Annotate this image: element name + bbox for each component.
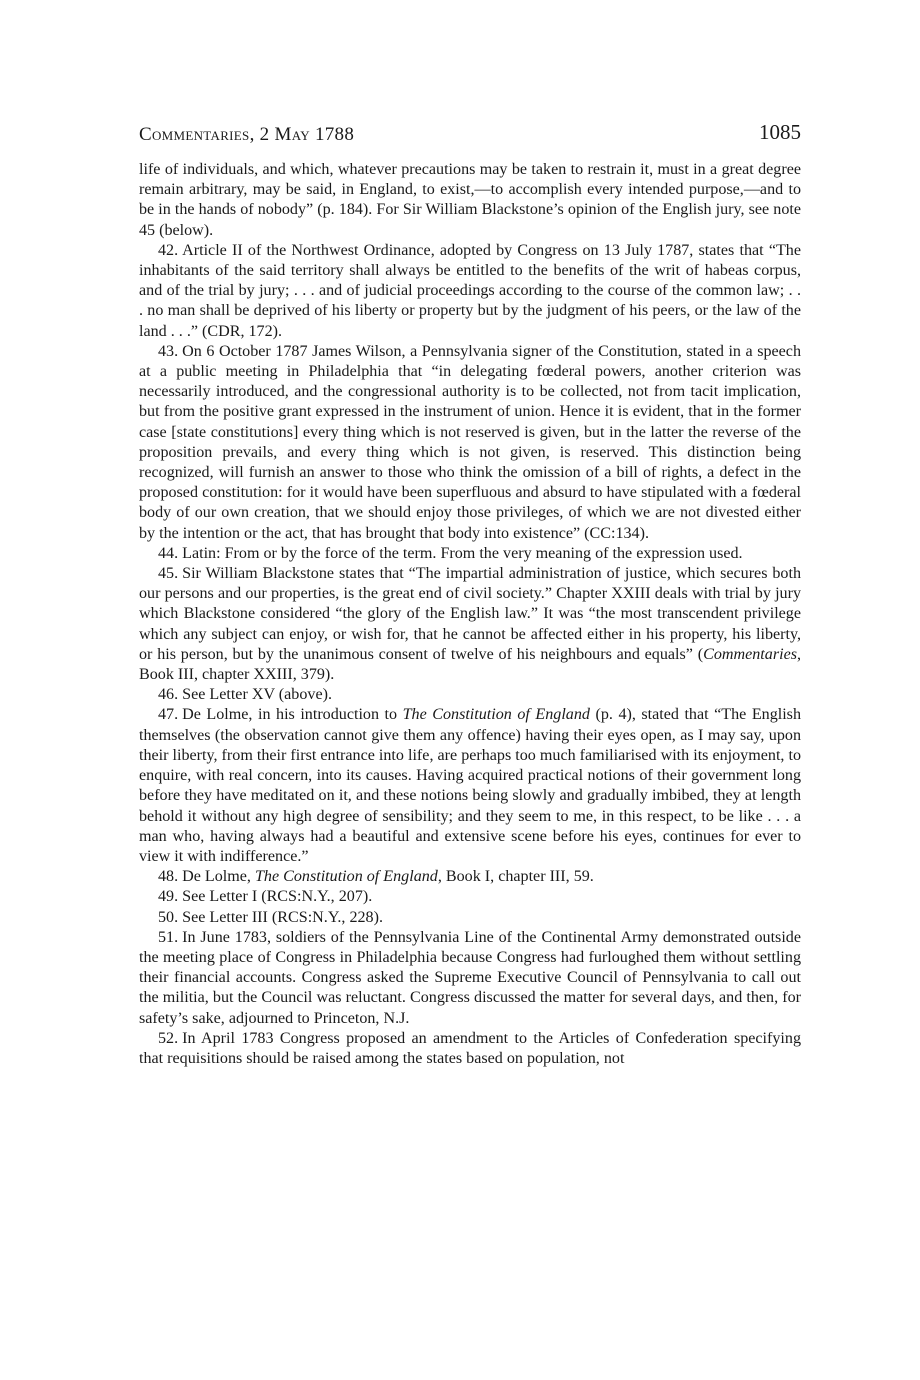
- italic-title: Commentaries: [703, 645, 797, 663]
- endnote-49: 49. See Letter I (RCS:N.Y., 207).: [158, 888, 373, 906]
- note-number: 46.: [158, 686, 179, 704]
- endnote-45: 45. Sir William Blackstone states that “The impartial administration of justice, which secures both our persons and our properties, is the great end of civil society.” Chapter XXIII deals with trial by jury which Blackstone considered “the glory of the English law.” It was “the most transcendent privilege which any subject can enjoy, or wish for, that he cannot be affected either in his property, his liberty, or his person, but by the unanimous consent of twelve of his neighbours and equals” (Commentaries, Book III, chapter XXIII, 379).: [139, 565, 801, 684]
- book-page: [139, 120, 801, 1069]
- note-number: 48.: [158, 868, 179, 886]
- endnote-46: 46. See Letter XV (above).: [158, 686, 332, 704]
- note-number: 50.: [158, 908, 179, 926]
- note-number: 42.: [158, 241, 179, 259]
- note-number: 43.: [158, 342, 179, 360]
- page-number: 1085: [759, 120, 801, 144]
- italic-title: The Constitution of England: [254, 868, 438, 886]
- note-number: 49.: [158, 888, 179, 906]
- endnote-42: 42. Article II of the Northwest Ordinance, adopted by Congress on 13 July 1787, states that “The inhabitants of the said territory shall always be entitled to the benefits of the writ of habeas corpus, and of the trial by jury; . . . and of judicial proceedings according to the course of the common law; . . . no man shall be deprived of his liberty or property but by the judgment of his peers, or the law of the land . . .” (CDR, 172).: [139, 241, 801, 340]
- note-number: 51.: [158, 928, 179, 946]
- note-number: 47.: [158, 706, 179, 724]
- note-number: 52.: [158, 1029, 179, 1047]
- running-head: [139, 120, 801, 160]
- endnotes: [139, 160, 801, 1069]
- endnote-48: 48. De Lolme, The Constitution of England, Book I, chapter III, 59.: [158, 868, 594, 886]
- note-number: 45.: [158, 565, 179, 583]
- endnote-41-continuation: life of individuals, and which, whatever precautions may be taken to restrain it, must in a great degree remain arbitrary, may be said, in England, to exist,—to accomplish every intended purpose,—and to be in the hands of nobody” (p. 184). For Sir William Blackstone’s opinion of the English jury, see note 45 (below).: [139, 161, 801, 239]
- endnote-43: 43. On 6 October 1787 James Wilson, a Pennsylvania signer of the Constitution, stated in a speech at a public meeting in Philadelphia that “in delegating fœderal powers, another criterion was necessarily introduced, and the congressional authority is to be collected, not from tacit implication, but from the positive grant expressed in the instrument of union. Hence it is evident, that in the former case [state constitutions] every thing which is not reserved is given, but in the latter the reverse of the proposition prevails, and every thing which is not given, is reserved. This distinction being recognized, will furnish an answer to those who think the omission of a bill of rights, a defect in the proposed constitution: for it would have been superfluous and absurd to have stipulated with a fœderal body of our own creation, that we should enjoy those privileges, of which we are not divested either by the intention or the act, that has brought that body into existence” (CC:134).: [139, 342, 801, 542]
- endnote-52: 52. In April 1783 Congress proposed an amendment to the Articles of Confederation specifying that requisitions should be raised among the states based on population, not: [139, 1029, 801, 1067]
- italic-title: The Constitution of England: [402, 706, 590, 724]
- endnote-50: 50. See Letter III (RCS:N.Y., 228).: [158, 908, 383, 926]
- endnote-44: 44. Latin: From or by the force of the term. From the very meaning of the expression used.: [158, 544, 743, 562]
- endnote-47: 47. De Lolme, in his introduction to The Constitution of England (p. 4), stated that “The English themselves (the observation cannot give them any offence) having their eyes open, as I may say, upon their liberty, from their first entrance into life, are perhaps too much familiarised with its enjoyment, to enquire, with real concern, into its causes. Having acquired practical notions of their government long before they have meditated on it, and these notions being slowly and gradually imbibed, they at length behold it without any high degree of sensibility; and they seem to me, in this respect, to be like . . . a man who, having always had a beautiful and extensive scene before his eyes, continues for ever to view it with indifference.”: [139, 706, 801, 865]
- endnote-51: 51. In June 1783, soldiers of the Pennsylvania Line of the Continental Army demonstrated outside the meeting place of Congress in Philadelphia because Congress had furloughed them without settling their financial accounts. Congress asked the Supreme Executive Council of Pennsylvania to call out the militia, but the Council was reluctant. Congress discussed the matter for several days, and then, for safety’s sake, adjourned to Princeton, N.J.: [139, 928, 801, 1027]
- note-number: 44.: [158, 544, 179, 562]
- running-title: Commentaries, 2 May 1788: [139, 124, 355, 145]
